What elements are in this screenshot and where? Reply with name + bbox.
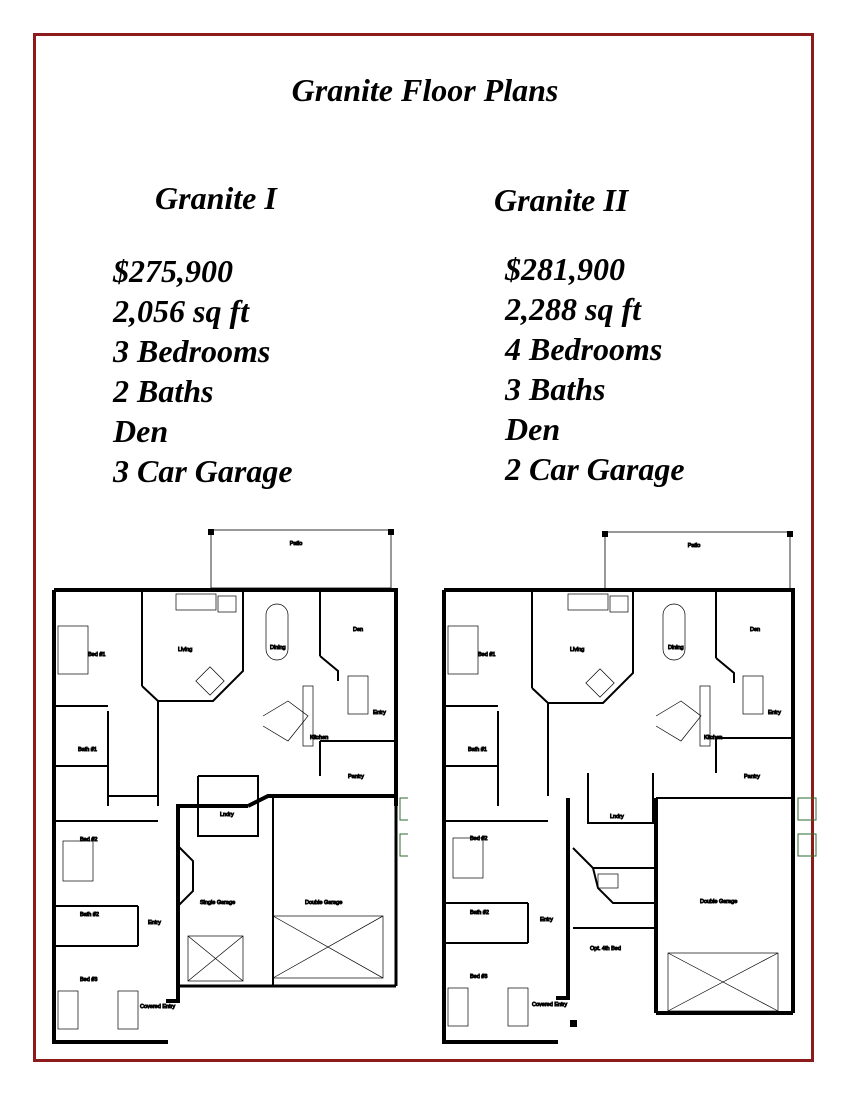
bed3-label: Bed #3 — [80, 977, 98, 983]
living-label: Living — [570, 647, 585, 653]
granite-i-den: Den — [113, 413, 169, 449]
living-label: Living — [178, 647, 193, 653]
double-garage-label: Double Garage — [305, 900, 343, 906]
granite-i-garage: 3 Car Garage — [113, 453, 293, 489]
bed2-label: Bed #2 — [470, 836, 488, 842]
granite-i-floor-plan — [48, 526, 408, 1046]
covered-entry-label: Covered Entry — [140, 1004, 176, 1010]
bath1-label: Bath #1 — [78, 747, 97, 753]
granite-ii-bedrooms: 4 Bedrooms — [505, 331, 663, 367]
granite-i-specs — [113, 251, 293, 491]
entry-label: Entry — [540, 917, 553, 923]
covered-entry-label: Covered Entry — [532, 1002, 568, 1008]
granite-ii-garage: 2 Car Garage — [505, 451, 685, 487]
bed2-label: Bed #2 — [80, 837, 98, 843]
patio-label: Patio — [687, 543, 701, 549]
bed1-label: Bed #1 — [88, 652, 106, 658]
den-label: Den — [353, 627, 364, 633]
bath2-label: Bath #2 — [470, 910, 489, 916]
dining-label: Dining — [270, 645, 286, 651]
granite-ii-sqft: 2,288 sq ft — [505, 291, 641, 327]
laundry-label: Lndry — [610, 814, 624, 820]
dining-label: Dining — [668, 645, 684, 651]
pantry-label: Pantry — [744, 774, 760, 780]
entry-label: Entry — [148, 920, 161, 926]
granite-i-sqft: 2,056 sq ft — [113, 293, 249, 329]
opt-bed-label: Opt. 4th Bed — [590, 946, 621, 952]
kitchen-label: Kitchen — [310, 735, 329, 741]
laundry-label: Lndry — [220, 812, 234, 818]
double-garage-label: Double Garage — [700, 899, 738, 905]
pantry-label: Pantry — [348, 774, 364, 780]
granite-ii-baths: 3 Baths — [505, 371, 606, 407]
single-garage-label: Single Garage — [200, 900, 236, 906]
bed1-label: Bed #1 — [478, 652, 496, 658]
granite-i-baths: 2 Baths — [113, 373, 214, 409]
bath1-label: Bath #1 — [468, 747, 487, 753]
patio-label: Patio — [289, 541, 303, 547]
entry-closet-label: Entry — [768, 710, 781, 716]
plan-name-granite-i: Granite I — [155, 180, 277, 216]
kitchen-label: Kitchen — [704, 735, 723, 741]
granite-ii-price: $281,900 — [505, 251, 625, 287]
granite-i-bedrooms: 3 Bedrooms — [113, 333, 271, 369]
granite-ii-floor-plan — [438, 528, 818, 1048]
plan-name-granite-ii: Granite II — [494, 182, 629, 218]
bath2-label: Bath #2 — [80, 912, 99, 918]
bed3-label: Bed #3 — [470, 974, 488, 980]
entry-closet-label: Entry — [373, 710, 386, 716]
granite-i-price: $275,900 — [113, 253, 233, 289]
granite-ii-den: Den — [505, 411, 561, 447]
den-label: Den — [750, 627, 761, 633]
page-title: Granite Floor Plans — [291, 72, 559, 108]
granite-ii-specs — [505, 249, 685, 489]
